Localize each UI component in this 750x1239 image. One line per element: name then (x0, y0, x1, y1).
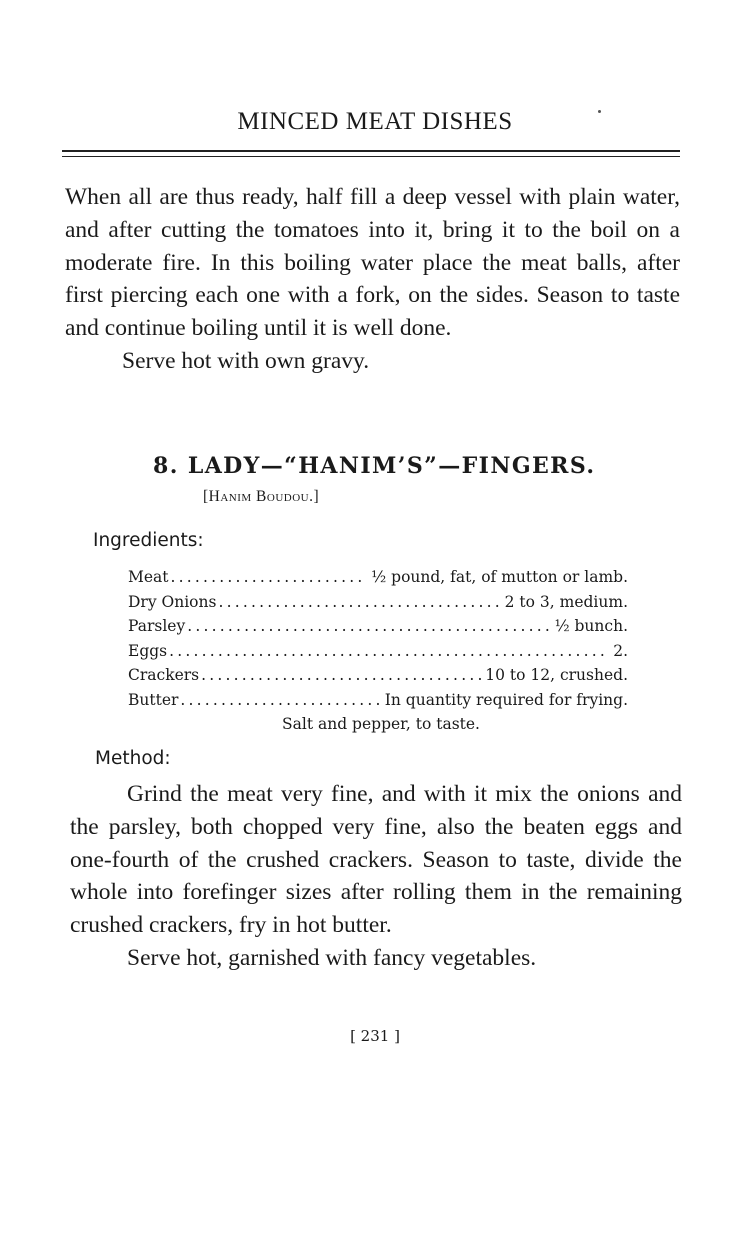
ingredient-amount: 2. (613, 641, 628, 660)
ingredient-row (128, 688, 628, 713)
intro-paragraph: When all are thus ready, half fill a deep vessel with plain water, and after cutting the tomatoes into it, bring it to the boil on a moderate fire. In this boiling water place the meat balls, after first piercing each one with a fork, on the sides. Season to taste and continue boiling until it is well done. (65, 184, 680, 342)
intro-serve-line: Serve hot with own gravy. (122, 347, 370, 374)
page-number: [ 231 ] (350, 1027, 400, 1045)
header-rule-thick (62, 150, 680, 152)
ingredient-name: Butter (128, 690, 179, 709)
header-rule-thin (62, 156, 680, 157)
dot-leader (187, 614, 550, 639)
ingredients-list (128, 565, 628, 737)
ingredient-amount: 10 to 12, crushed. (485, 666, 628, 684)
ingredient-amount: In quantity required for frying. (384, 690, 628, 709)
dot-leader (180, 688, 380, 713)
ingredient-amount: ½ bunch. (554, 617, 628, 635)
ingredient-amount: 2 to 3, medium. (504, 592, 628, 611)
ingredient-row (128, 663, 628, 688)
ingredient-row (128, 639, 628, 664)
ingredient-row (128, 614, 628, 639)
dot-leader (218, 590, 500, 615)
seasoning-note: Salt and pepper, to taste. (282, 715, 480, 733)
ingredient-name: Meat (128, 568, 169, 586)
method-serve-line: Serve hot, garnished with fancy vegetables. (127, 944, 537, 971)
dot-leader (169, 639, 609, 664)
running-head: MINCED MEAT DISHES (237, 108, 513, 135)
recipe-subtitle: [Hanim Boudou.] (203, 488, 320, 505)
ingredient-name: Eggs (128, 641, 168, 660)
dot-leader (171, 565, 368, 590)
print-speck (598, 110, 601, 113)
intro-text (65, 181, 680, 378)
ingredient-name: Dry Onions (128, 592, 217, 611)
ingredient-row (128, 590, 628, 615)
ingredients-label: Ingredients: (93, 530, 204, 551)
dot-leader (201, 663, 481, 688)
method-text (70, 778, 682, 975)
method-label: Method: (95, 748, 171, 769)
recipe-title: 8. LADY—“HANIM’S”—FINGERS. (153, 453, 596, 479)
ingredient-name: Parsley (128, 617, 186, 635)
ingredient-amount: ½ pound, fat, of mutton or lamb. (371, 568, 628, 586)
ingredient-name: Crackers (128, 666, 200, 684)
ingredient-row (128, 565, 628, 590)
method-paragraph: Grind the meat very fine, and with it mix the onions and the parsley, both chopped very fine, also the beaten eggs and one-fourth of the crushed crackers. Season to taste, divide the whole into forefinger sizes after rolling them in the remaining crushed crackers, fry in hot butter. (70, 781, 682, 939)
